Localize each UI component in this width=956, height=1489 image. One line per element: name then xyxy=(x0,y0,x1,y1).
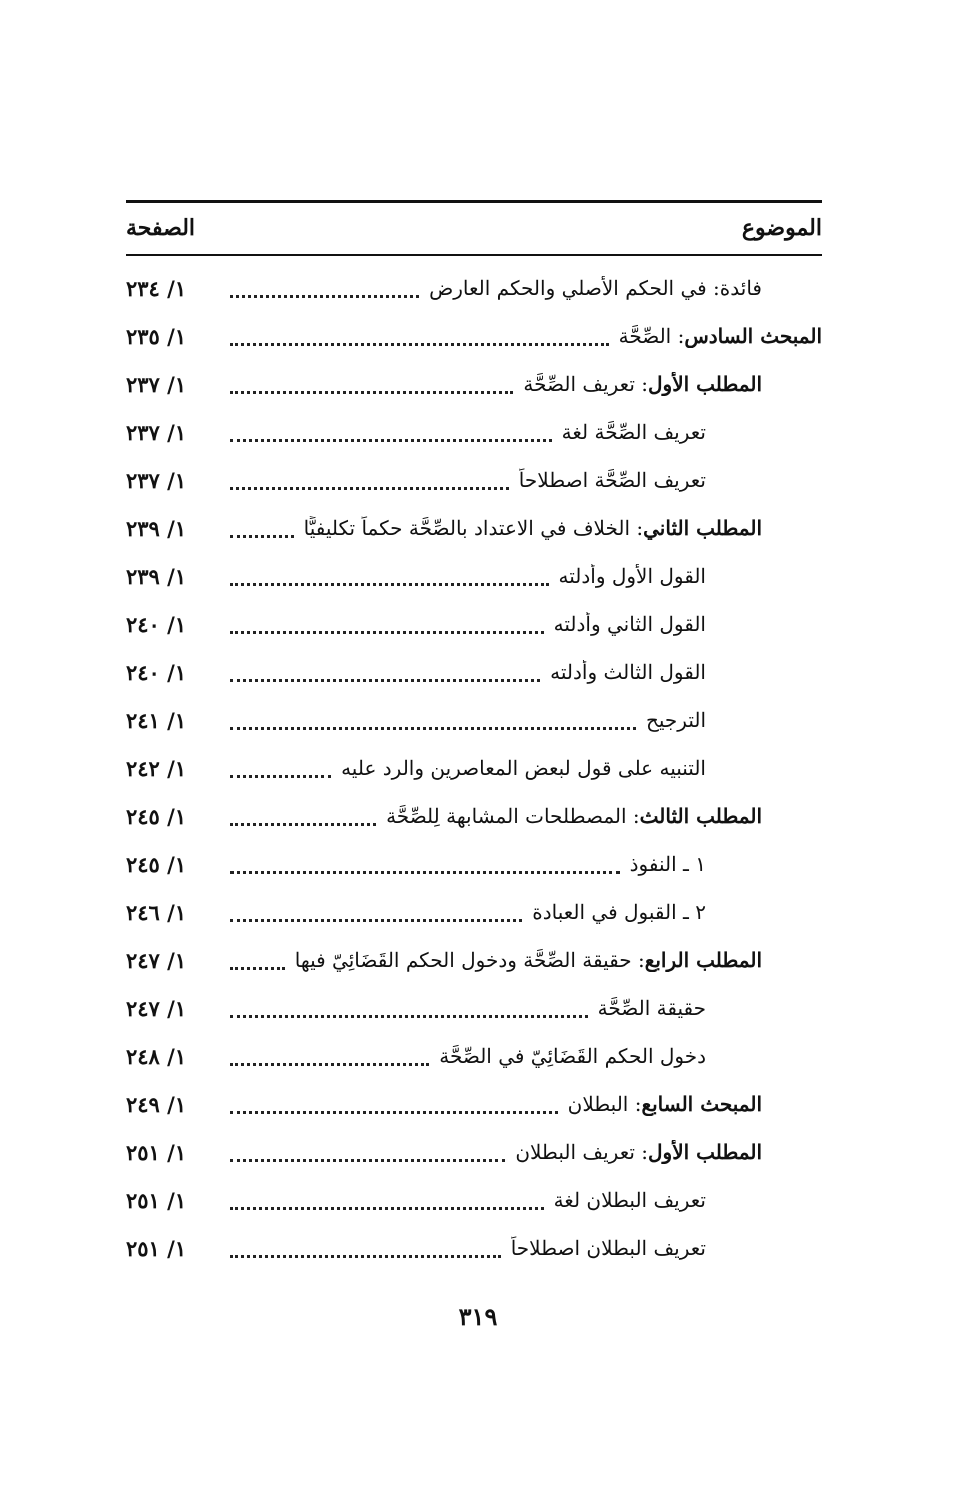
toc-page-ref: ١/ ٢٤٦ xyxy=(126,899,187,925)
toc-title xyxy=(386,804,822,828)
toc-title-bold: المطلب الرابع xyxy=(644,948,762,972)
dot-leader xyxy=(230,659,540,682)
toc-row xyxy=(126,984,822,1032)
toc-title xyxy=(295,948,822,972)
page-number: ٣١٩ xyxy=(458,1302,498,1331)
toc-title-text: تعريف الصِّحَّة اصطلاحاً xyxy=(518,468,706,492)
toc-title xyxy=(630,852,822,876)
toc-row xyxy=(126,360,822,408)
toc-row xyxy=(126,888,822,936)
toc-title-bold: المطلب الثاني xyxy=(643,516,762,540)
toc-title-text: تعريف الصِّحَّة لغة xyxy=(561,420,706,444)
toc-page-ref: ١/ ٢٣٧ xyxy=(126,467,187,493)
toc-title-text: حقيقة الصِّحَّة xyxy=(597,996,706,1020)
toc-row xyxy=(126,840,822,888)
toc-title-text: دخول الحكم القَضَائِيّ في الصِّحَّة xyxy=(439,1044,706,1068)
dot-leader xyxy=(230,995,588,1018)
toc-title xyxy=(562,420,822,444)
dot-leader xyxy=(230,467,509,490)
toc-page-ref: ١/ ٢٤٠ xyxy=(126,659,187,685)
toc-title xyxy=(304,516,822,540)
toc-page-ref: ١/ ٢٣٩ xyxy=(126,515,187,541)
toc-title-text: : تعريف الصِّحَّة xyxy=(523,372,648,396)
dot-leader xyxy=(230,947,285,970)
toc-title-bold: المطلب الأول xyxy=(648,1140,762,1164)
toc-page-ref: ١/ ٢٤٢ xyxy=(126,755,187,781)
dot-leader xyxy=(230,419,552,442)
toc-title-text: : تعريف البطلان xyxy=(515,1140,648,1164)
toc-page-ref: ١/ ٢٣٧ xyxy=(126,371,187,397)
dot-leader xyxy=(230,323,609,346)
toc-title-text: القول الثاني وأدلته xyxy=(553,612,706,636)
toc-page-ref: ١/ ٢٤١ xyxy=(126,707,187,733)
toc-row xyxy=(126,504,822,552)
toc-title xyxy=(598,996,822,1020)
toc-page-ref: ١/ ٢٤٥ xyxy=(126,851,187,877)
toc-title-text: تعريف البطلان لغة xyxy=(553,1188,706,1212)
toc-title-bold: المبحث السابع xyxy=(641,1092,762,1116)
toc-row xyxy=(126,696,822,744)
toc-title-text: القول الثالث وأدلته xyxy=(550,660,706,684)
toc-title-text: التنبيه على قول لبعض المعاصرين والرد عليه xyxy=(341,756,706,780)
toc-row xyxy=(126,1176,822,1224)
toc-title-text: : البطلان xyxy=(567,1092,642,1116)
toc-row xyxy=(126,552,822,600)
toc-row xyxy=(126,648,822,696)
page-column-label: الصفحة xyxy=(126,215,196,241)
toc-title xyxy=(511,1236,822,1260)
toc-title-bold: المطلب الثالث xyxy=(639,804,762,828)
toc-page-ref: ١/ ٢٥١ xyxy=(126,1187,187,1213)
toc-title-text: فائدة: في الحكم الأصلي والحكم العارض xyxy=(429,276,762,300)
toc-title-bold: المطلب الأول xyxy=(648,372,762,396)
toc-page-ref: ١/ ٢٤٧ xyxy=(126,995,187,1021)
dot-leader xyxy=(230,1187,544,1210)
toc-title-text: القول الأول وأدلته xyxy=(558,564,706,588)
toc-row xyxy=(126,456,822,504)
toc-row xyxy=(126,312,822,360)
dot-leader xyxy=(230,611,544,634)
toc-row xyxy=(126,408,822,456)
dot-leader xyxy=(230,563,549,586)
toc-title xyxy=(559,564,822,588)
toc-title xyxy=(515,1140,822,1164)
toc-header xyxy=(126,208,822,248)
toc-page-ref: ١/ ٢٤٨ xyxy=(126,1043,187,1069)
dot-leader xyxy=(230,515,294,538)
toc-title xyxy=(554,1188,822,1212)
toc-title xyxy=(341,756,822,780)
dot-leader xyxy=(230,851,620,874)
toc-row xyxy=(126,792,822,840)
toc-page-ref: ١/ ٢٥١ xyxy=(126,1235,187,1261)
dot-leader xyxy=(230,1091,558,1114)
toc-title-text: الترجيح xyxy=(645,708,706,732)
dot-leader xyxy=(230,755,331,778)
dot-leader xyxy=(230,275,419,298)
dot-leader xyxy=(230,803,376,826)
toc-title xyxy=(646,708,822,732)
toc-page-ref: ١/ ٢٣٥ xyxy=(126,323,187,349)
toc-title-text: : المصطلحات المشابهة لِلصِّحَّة xyxy=(386,804,640,828)
toc-title-text: : حقيقة الصِّحَّة ودخول الحكم القَضَائِيّ فيها xyxy=(294,948,645,972)
toc-page-ref: ١/ ٢٣٧ xyxy=(126,419,187,445)
toc-row xyxy=(126,600,822,648)
toc-row xyxy=(126,1224,822,1272)
toc-page-ref: ١/ ٢٥١ xyxy=(126,1139,187,1165)
dot-leader xyxy=(230,707,636,730)
toc-row xyxy=(126,744,822,792)
toc-page-ref: ١/ ٢٣٩ xyxy=(126,563,187,589)
dot-leader xyxy=(230,371,513,394)
toc-row xyxy=(126,1128,822,1176)
toc-title xyxy=(554,612,822,636)
toc-row xyxy=(126,1032,822,1080)
header-top-rule xyxy=(126,200,822,203)
toc-title xyxy=(519,468,822,492)
toc-title xyxy=(429,276,822,300)
toc-page-ref: ١/ ٢٤٩ xyxy=(126,1091,187,1117)
toc-title-text: ١ ـ النفوذ xyxy=(629,852,706,876)
dot-leader xyxy=(230,1043,429,1066)
toc-title-text: تعريف البطلان اصطلاحاً xyxy=(510,1236,706,1260)
dot-leader xyxy=(230,1235,501,1258)
toc-title-text: : الصِّحَّة xyxy=(618,324,685,348)
toc-title-text: : الخلاف في الاعتداد بالصِّحَّة حكماً تكليفيًّا xyxy=(303,516,644,540)
toc-page-ref: ١/ ٢٤٥ xyxy=(126,803,187,829)
dot-leader xyxy=(230,1139,505,1162)
toc-title xyxy=(568,1092,822,1116)
toc-title xyxy=(532,900,822,924)
toc-row xyxy=(126,264,822,312)
dot-leader xyxy=(230,899,522,922)
toc-title xyxy=(550,660,822,684)
toc-title xyxy=(439,1044,822,1068)
toc-row xyxy=(126,936,822,984)
toc-title xyxy=(619,324,822,348)
toc-title xyxy=(523,372,822,396)
toc-page-ref: ١/ ٢٤٠ xyxy=(126,611,187,637)
toc-title-bold: المبحث السادس xyxy=(684,324,822,348)
toc-entries xyxy=(126,264,822,1272)
header-bottom-rule xyxy=(126,254,822,256)
toc-row xyxy=(126,1080,822,1128)
topic-column-label: الموضوع xyxy=(741,215,822,241)
toc-page-ref: ١/ ٢٣٤ xyxy=(126,275,187,301)
toc-page-ref: ١/ ٢٤٧ xyxy=(126,947,187,973)
toc-title-text: ٢ ـ القبول في العبادة xyxy=(532,900,706,924)
